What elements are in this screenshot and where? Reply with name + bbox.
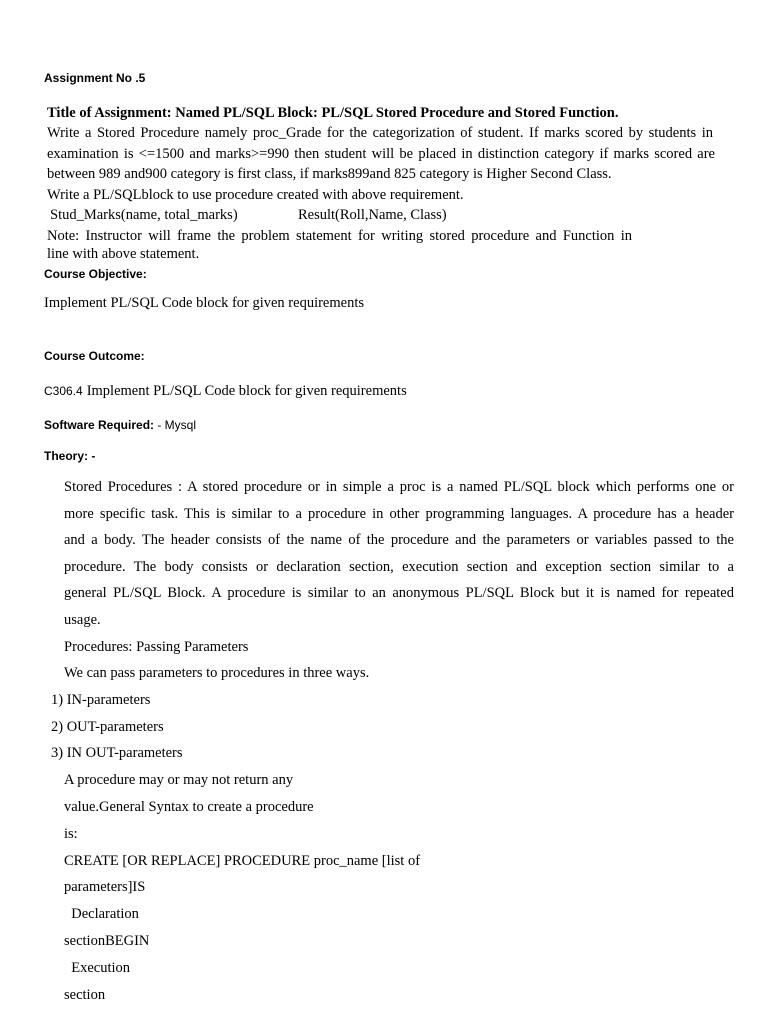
syntax-line-3: Declaration [64,906,139,922]
param-item-in-out: 3) IN OUT-parameters [51,745,183,761]
param-item-out: 2) OUT-parameters [51,719,164,735]
passing-parameters-intro: We can pass parameters to procedures in three ways. [64,665,370,681]
note-line-1: Note: Instructor will frame the problem statement for writing stored procedure and Function in [47,228,632,244]
problem-line-1: Write a Stored Procedure namely proc_Grade for the categorization of student. If marks scored by students in [47,125,713,141]
note-line-2: line with above statement. [47,246,200,262]
problem-line-3: between 989 and900 category is first class, if marks899and 825 category is Higher Second Class. [47,166,612,182]
table-result: Result(Roll,Name, Class) [298,207,447,223]
syntax-line-1: CREATE [OR REPLACE] PROCEDURE proc_name [list of [64,853,421,869]
theory-line-3: and a body. The header consists of the name of the procedure and the parameters or variables passed to the [64,532,734,548]
assignment-number: Assignment No .5 [44,71,146,85]
software-heading: Software Required: [44,418,155,432]
course-outcome-code: C306.4 [44,384,83,398]
theory-line-2: more specific task. This is similar to a procedure in other programming languages. A procedure has a header [64,506,734,522]
return-line-1: A procedure may or may not return any [64,772,294,788]
course-outcome-text: Implement PL/SQL Code block for given requirements [86,383,407,399]
course-objective-heading: Course Objective: [44,267,147,281]
course-outcome-line [44,382,407,400]
theory-line-6: usage. [64,612,101,628]
table-stud-marks: Stud_Marks(name, total_marks) [50,207,238,223]
problem-line-4: Write a PL/SQLblock to use procedure created with above requirement. [47,187,464,203]
theory-line-5: general PL/SQL Block. A procedure is similar to an anonymous PL/SQL Block but it is named for repeated [64,585,734,601]
syntax-line-6: section [64,987,106,1003]
software-value: - Mysql [154,418,197,432]
problem-line-2: examination is <=1500 and marks>=990 then student will be placed in distinction category if marks scored are [47,146,715,162]
passing-parameters-heading: Procedures: Passing Parameters [64,639,249,655]
course-outcome-heading: Course Outcome: [44,349,145,363]
syntax-line-5: Execution [64,960,131,976]
theory-line-4: procedure. The body consists or declaration section, execution section and exception section similar to a [64,559,734,575]
syntax-line-4: sectionBEGIN [64,933,150,949]
theory-heading: Theory: - [44,449,96,463]
assignment-title: Title of Assignment: Named PL/SQL Block: PL/SQL Stored Procedure and Stored Function. [47,105,619,121]
theory-line-1: Stored Procedures : A stored procedure or in simple a proc is a named PL/SQL block which performs one or [64,479,734,495]
software-required [44,416,196,434]
param-item-in: 1) IN-parameters [51,692,151,708]
syntax-line-2: parameters]IS [64,879,146,895]
return-line-2: value.General Syntax to create a procedure [64,799,314,815]
course-objective-text: Implement PL/SQL Code block for given requirements [44,295,365,311]
return-line-3: is: [64,826,78,842]
